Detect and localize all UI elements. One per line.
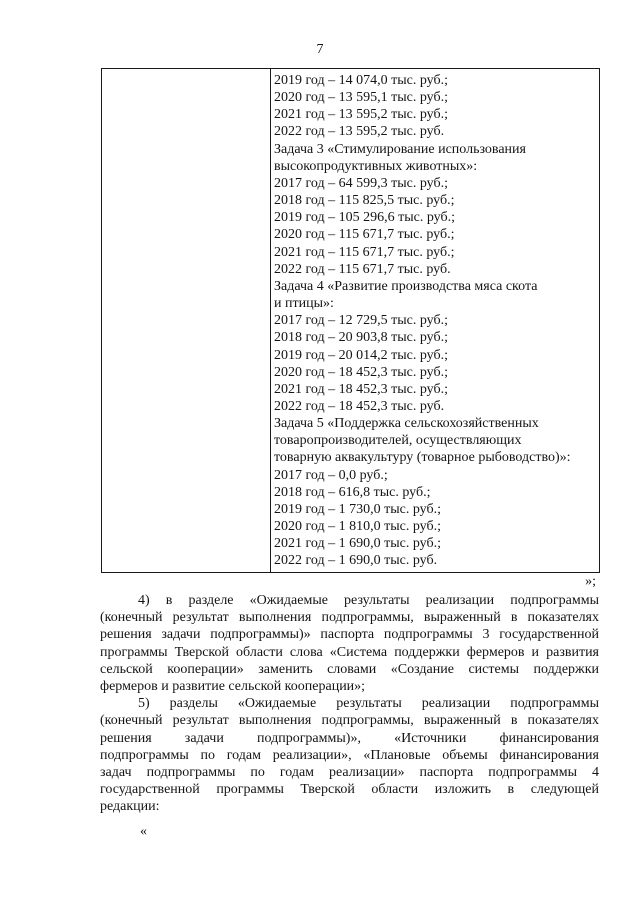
page-number: 7 <box>316 42 324 57</box>
closing-quote-mark: »; <box>585 574 596 589</box>
funding-line: 2022 год – 1 690,0 тыс. руб. <box>274 553 438 569</box>
paragraph-line: 5) разделы «Ожидаемые результаты реализации подпрограммы <box>138 696 599 712</box>
funding-line: 2021 год – 18 452,3 тыс. руб.; <box>274 381 448 397</box>
funding-line: 2018 год – 115 825,5 тыс. руб.; <box>274 193 455 209</box>
funding-line: Задача 5 «Поддержка сельскохозяйственных <box>274 416 539 432</box>
table-funding-cell <box>274 72 595 570</box>
funding-line: 2021 год – 115 671,7 тыс. руб.; <box>274 244 455 260</box>
paragraph-line: (конечный результат выполнения подпрограммы, выраженный в показателях <box>100 610 599 626</box>
paragraph-line: государственной программы Тверской области изложить в следующей <box>100 782 599 798</box>
funding-line: 2019 год – 105 296,6 тыс. руб.; <box>274 210 455 226</box>
funding-line: Задача 4 «Развитие производства мяса скота <box>274 278 538 294</box>
paragraph-line: фермеров и развитие сельской кооперации»; <box>100 679 366 695</box>
paragraph-line: (конечный результат выполнения подпрограммы, выраженный в показателях <box>100 713 599 729</box>
paragraph-line: решения задачи подпрограммы)», «Источники финансирования <box>100 730 599 746</box>
funding-line: 2020 год – 115 671,7 тыс. руб.; <box>274 227 455 243</box>
opening-quote-mark: « <box>140 824 147 839</box>
funding-line: товаропроизводителей, осуществляющих <box>274 433 522 449</box>
funding-line: высокопродуктивных животных»: <box>274 158 478 174</box>
funding-line: товарную аквакультуру (товарное рыбоводство)»: <box>274 450 571 466</box>
funding-line: 2018 год – 20 903,8 тыс. руб.; <box>274 330 448 346</box>
funding-line: 2017 год – 12 729,5 тыс. руб.; <box>274 313 448 329</box>
funding-line: Задача 3 «Стимулирование использования <box>274 141 526 157</box>
amendment-item-4 <box>100 592 599 695</box>
funding-line: 2019 год – 1 730,0 тыс. руб.; <box>274 501 441 517</box>
funding-line: и птицы»: <box>274 296 334 312</box>
paragraph-line: редакции: <box>100 799 160 815</box>
funding-line: 2021 год – 1 690,0 тыс. руб.; <box>274 536 441 552</box>
paragraph-line: сельской кооперации» заменить словами «Создание системы поддержки <box>100 661 599 677</box>
funding-line: 2022 год – 18 452,3 тыс. руб. <box>274 398 445 414</box>
funding-line: 2019 год – 14 074,0 тыс. руб.; <box>274 73 448 88</box>
paragraph-line: программы Тверской области слова «Система поддержки фермеров и развития <box>100 644 599 660</box>
table-column-divider <box>270 69 271 572</box>
amendment-item-5 <box>100 695 599 815</box>
funding-line: 2022 год – 13 595,2 тыс. руб. <box>274 124 445 140</box>
amendment-paragraphs <box>100 592 599 816</box>
funding-line: 2017 год – 64 599,3 тыс. руб.; <box>274 175 448 191</box>
paragraph-line: 4) в разделе «Ожидаемые результаты реализации подпрограммы <box>138 593 599 608</box>
funding-line: 2017 год – 0,0 руб.; <box>274 467 388 483</box>
funding-line: 2020 год – 18 452,3 тыс. руб.; <box>274 364 448 380</box>
funding-line: 2020 год – 1 810,0 тыс. руб.; <box>274 519 441 535</box>
paragraph-line: решения задачи подпрограммы)» паспорта подпрограммы 3 государственной <box>100 627 599 643</box>
paragraph-line: задач подпрограммы по годам реализации» паспорта подпрограммы 4 <box>100 765 599 781</box>
paragraph-line: подпрограммы по годам реализации», «Плановые объемы финансирования <box>100 747 599 763</box>
funding-line: 2022 год – 115 671,7 тыс. руб. <box>274 261 451 277</box>
funding-table <box>101 68 600 573</box>
funding-line: 2018 год – 616,8 тыс. руб.; <box>274 484 431 500</box>
funding-line: 2020 год – 13 595,1 тыс. руб.; <box>274 90 448 106</box>
funding-line: 2019 год – 20 014,2 тыс. руб.; <box>274 347 448 363</box>
funding-line: 2021 год – 13 595,2 тыс. руб.; <box>274 107 448 123</box>
